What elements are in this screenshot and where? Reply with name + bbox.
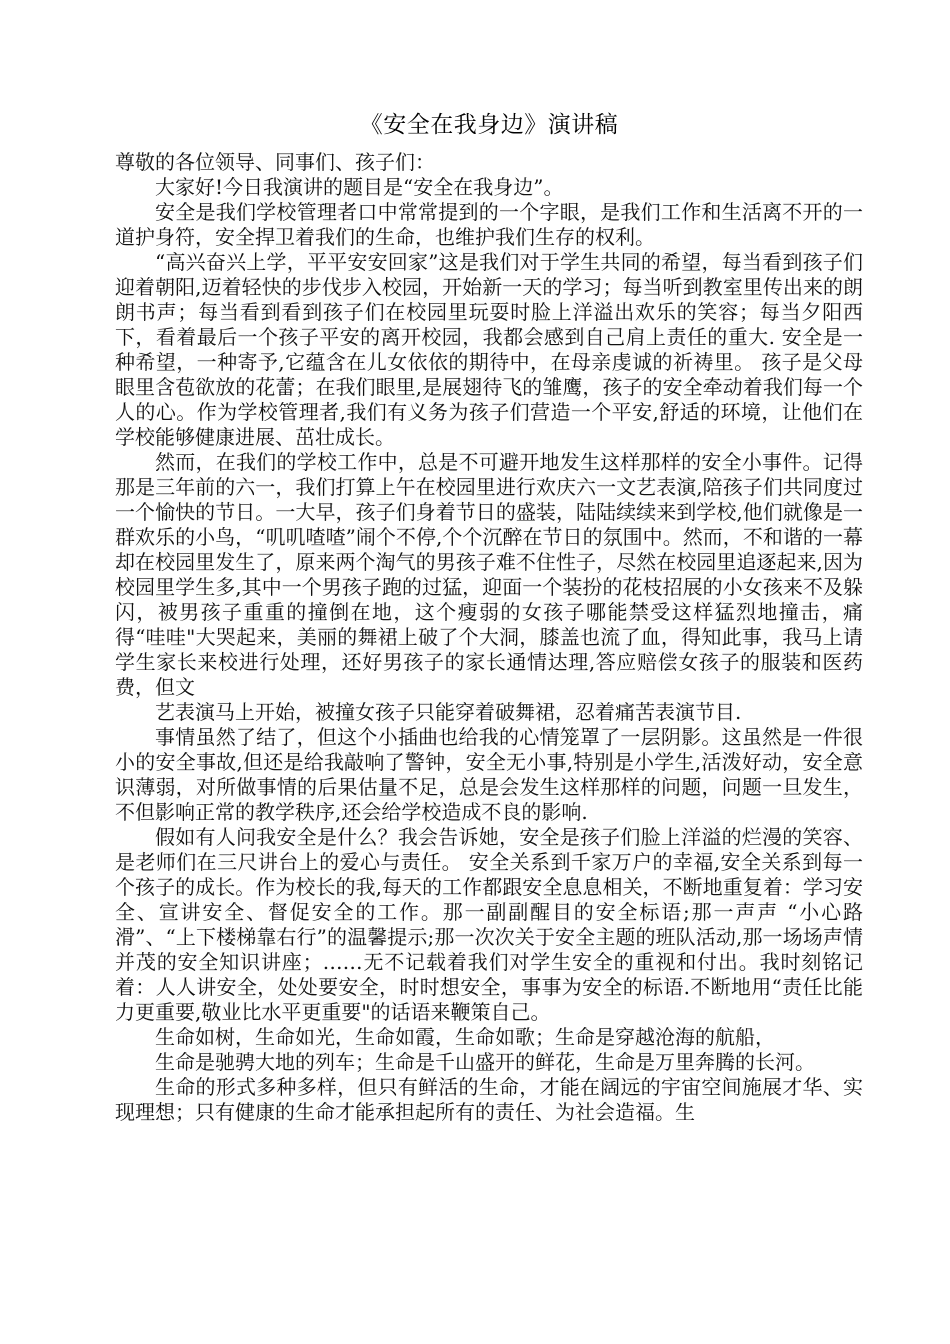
- paragraph-5: 艺表演马上开始，被撞女孩子只能穿着破舞裙，忍着痛苦表演节目.: [155, 700, 742, 724]
- paragraph-10: 生命的形式多种多样，但只有鲜活的生命，才能在阔远的宇宙空间施展才华、实现理想；只有健康的生命才能承担起所有的责任、为社会造福。生: [115, 1075, 863, 1124]
- paragraph-8: 生命如树，生命如光，生命如霞，生命如歌；生命是穿越沧海的航船，: [155, 1025, 775, 1049]
- paragraph-3: “高兴奋兴上学，平平安安回家”这是我们对于学生共同的希望，每当看到孩子们迎着朝阳,迈着轻快的步伐步入校园，开始新一天的学习；每当听到教室里传出来的朗朗书声；每当看到看到孩子们在校园里玩耍时脸上洋溢出欢乐的笑容；每当夕阳西下，看着最后一个孩子平安的离开校园，我都会感到自己肩上责任的重大. 安全是一种希望，一种寄予,它蕴含在儿女依依的期待中，在母亲虔诚的祈祷里。 孩子是父母眼里含苞欲放的花蕾；在我们眼里,是展翅待飞的雏鹰，孩子的安全牵动着我们每一个人的心。作为学校管理者,我们有义务为孩子们营造一个平安,舒适的环境，让他们在学校能够健康进展、茁壮成长。: [115, 250, 863, 449]
- document-page: [115, 108, 863, 1125]
- paragraph-4: 然而，在我们的学校工作中，总是不可避开地发生这样那样的安全小事件。记得那是三年前的六一，我们打算上午在校园里进行欢庆六一文艺表演,陪孩子们共同度过一个愉快的节日。一大早，孩子们身着节日的盛装，陆陆续续来到学校,他们就像是一群欢乐的小鸟，“叽叽喳喳”闹个不停,个个沉醉在节日的氛围中。然而，不和谐的一幕却在校园里发生了，原来两个淘气的男孩子难不住性子，尽然在校园里追逐起来,因为校园里学生多,其中一个男孩子跑的过猛，迎面一个装扮的花枝招展的小女孩来不及躲闪，被男孩子重重的撞倒在地，这个瘦弱的女孩子哪能禁受这样猛烈地撞击，痛得“哇哇"大哭起来，美丽的舞裙上破了个大洞，膝盖也流了血，得知此事，我马上请学生家长来校进行处理，还好男孩子的家长通情达理,答应赔偿女孩子的服装和医药费，但文: [115, 450, 863, 699]
- paragraph-9: 生命是驰骋大地的列车；生命是千山盛开的鲜花，生命是万里奔腾的长河。: [155, 1050, 815, 1074]
- paragraph-1: 大家好!今日我演讲的题目是“安全在我身边”。: [155, 175, 564, 199]
- paragraph-7: 假如有人问我安全是什么？我会告诉她，安全是孩子们脸上洋溢的烂漫的笑容、是老师们在三尺讲台上的爱心与责任。 安全关系到千家万户的幸福,安全关系到每一个孩子的成长。作为校长的我,每天的工作都跟安全息息相关，不断地重复着：学习安全、宣讲安全、督促安全的工作。那一副副醒目的安全标语;那一声声 “小心路滑”、“上下楼梯靠右行”的温馨提示;那一次次关于安全主题的班队活动,那一场场声情并茂的安全知识讲座；……无不记载着我们对学生安全的重视和付出。我时刻铭记着：人人讲安全，处处要安全，时时想安全，事事为安全的标语.不断地用“责任比能力更重要,敬业比水平更重要"的话语来鞭策自己。: [115, 825, 863, 1024]
- paragraph-6: 事情虽然了结了，但这个小插曲也给我的心情笼罩了一层阴影。这虽然是一件很小的安全事故,但还是给我敲响了警钟，安全无小事,特别是小学生,活泼好动，安全意识薄弱，对所做事情的后果估量不足，总是会发生这样那样的问题，问题一旦发生，不但影响正常的教学秩序,还会给学校造成不良的影响.: [115, 725, 863, 824]
- document-title: 《安全在我身边》演讲稿: [359, 112, 619, 138]
- salutation: 尊敬的各位领导、同事们、孩子们：: [115, 150, 435, 174]
- paragraph-2: 安全是我们学校管理者口中常常提到的一个字眼，是我们工作和生活离不开的一道护身符，安全捍卫着我们的生命，也维护我们生存的权利。: [115, 200, 863, 249]
